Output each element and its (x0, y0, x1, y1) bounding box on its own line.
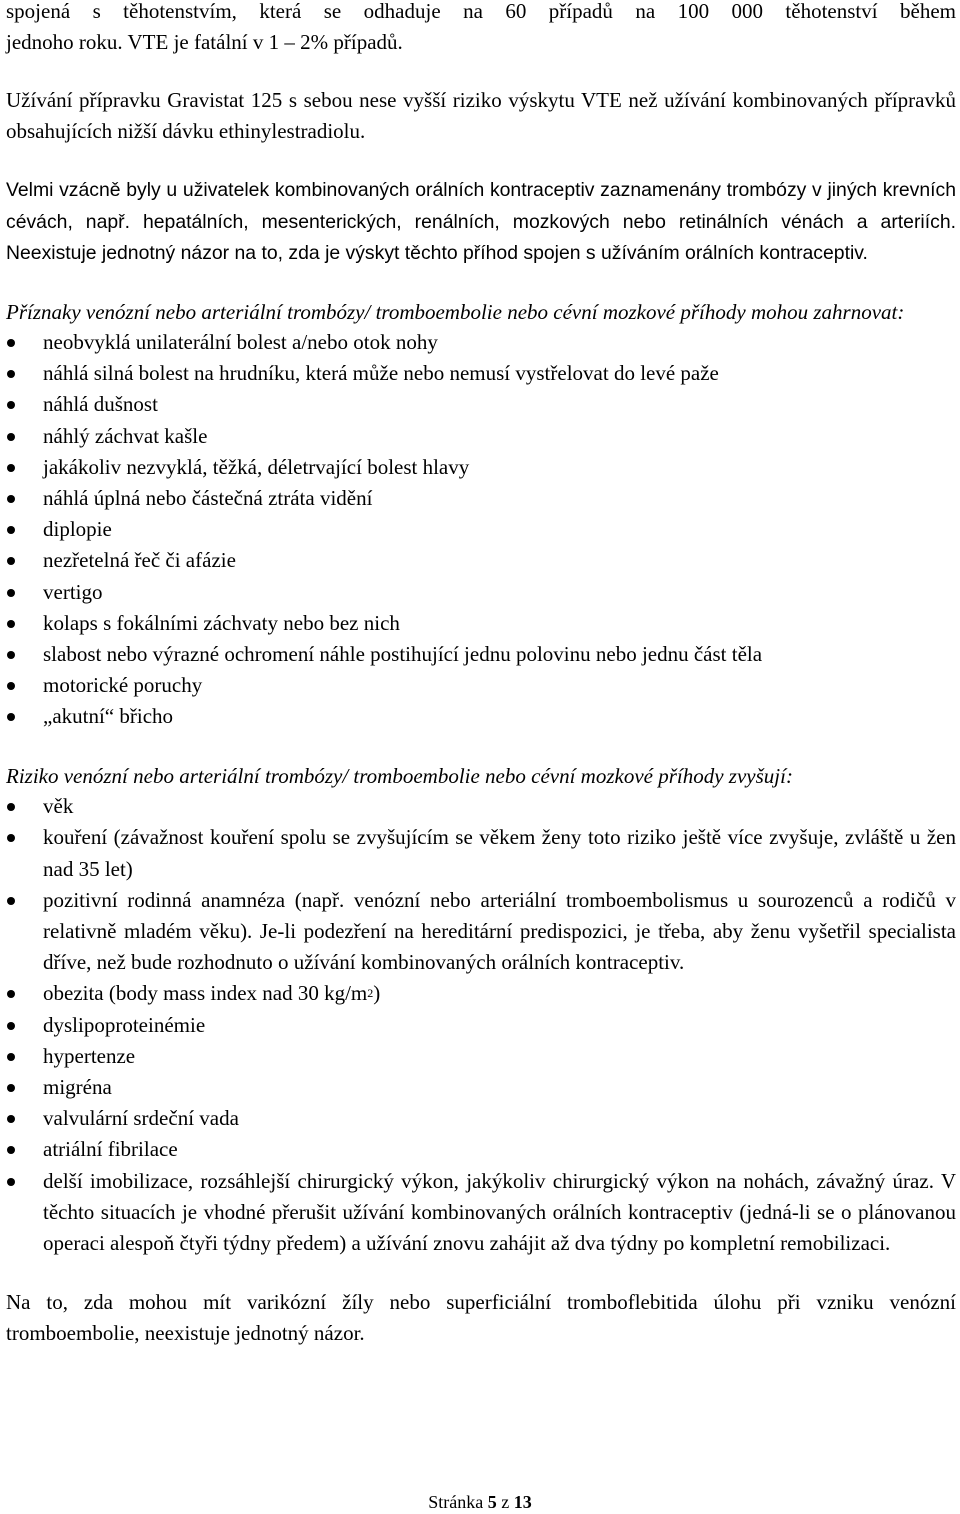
spacer (6, 733, 956, 761)
symptom-item: kolaps s fokálními záchvaty nebo bez nich (6, 608, 956, 639)
footer-separator: z (496, 1492, 514, 1512)
risk-factor-item: valvulární srdeční vada (6, 1103, 956, 1134)
risk-factor-item: delší imobilizace, rozsáhlejší chirurgický výkon, jakýkoliv chirurgický výkon na nohách, závažný úraz. V těchto situacích je vhodné přerušit užívání kombinovaných orálních kontraceptiv (jedná-li se o plánovanou operaci alespoň čtyři týdny předem) a užívání znovu zahájit až dva týdny po kompletní remobilizaci. (6, 1166, 956, 1260)
risk-factor-item: migréna (6, 1072, 956, 1103)
symptom-item: náhlá silná bolest na hrudníku, která může nebo nemusí vystřelovat do levé paže (6, 358, 956, 389)
rare-thrombosis-text-part-2: hepatálních, mesenterických, renálních, mozkových nebo retinálních vénách a arteriích. Neexistuje jednotný názor na to, zda je výskyt těchto příhod spojen s užíváním orálních kontraceptiv. (6, 210, 956, 264)
symptom-item: slabost nebo výrazné ochromení náhle postihující jednu polovinu nebo jednu část těla (6, 639, 956, 670)
symptom-item: neobvyklá unilaterální bolest a/nebo otok nohy (6, 327, 956, 358)
symptom-item: náhlý záchvat kašle (6, 421, 956, 452)
symptom-item: jakákoliv nezvyklá, těžká, déletrvající bolest hlavy (6, 452, 956, 483)
obesity-suffix: ) (373, 981, 381, 1006)
symptom-item: nezřetelná řeč či afázie (6, 545, 956, 576)
risk-factor-item: dyslipoproteinémie (6, 1010, 956, 1041)
symptom-item: „akutní“ břicho (6, 701, 956, 732)
footer-prefix: Stránka (428, 1492, 488, 1512)
document-page (6, 0, 956, 1348)
spacer (6, 269, 956, 297)
rare-thrombosis-text-part-1: Velmi vzácně byly u uživatelek kombinovaných orálních kontraceptiv zaznamenány trombózy v jiných krevních cévách, např. (6, 179, 956, 233)
obesity-text: obezita (body mass index nad 30 kg/m (43, 981, 368, 1006)
top-paragraph-line-2: jednoho roku. VTE je fatální v 1 – 2% případů. (6, 29, 403, 54)
symptom-item: náhlá dušnost (6, 389, 956, 420)
risk-factor-item: kouření (závažnost kouření spolu se zvyšujícím se věkem ženy toto riziko ještě více zvyšuje, zvláště u žen nad 35 let) (6, 822, 956, 884)
rare-thrombosis-paragraph (6, 174, 956, 269)
risk-factor-item (6, 978, 956, 1009)
risk-factors-list (6, 791, 956, 1259)
risk-factor-item: pozitivní rodinná anamnéza (např. venózní nebo arteriální tromboembolismus u sourozenců a rodičů v relativně mladém věku). Je-li podezření na hereditární predispozici, je třeba, aby ženu vyšetřil specialista dříve, než bude rozhodnuto o užívání kombinovaných orálních kontraceptiv. (6, 885, 956, 979)
symptoms-heading: Příznaky venózní nebo arteriální trombózy/ tromboembolie nebo cévní mozkové příhody mohou zahrnovat: (6, 299, 905, 324)
gravistat-paragraph: Užívání přípravku Gravistat 125 s sebou nese vyšší riziko výskytu VTE než užívání kombinovaných přípravků obsahujících nižší dávku ethinylestradiolu. (6, 88, 956, 143)
spacer (6, 1259, 956, 1287)
symptom-item: motorické poruchy (6, 670, 956, 701)
obesity-superscript: 2 (367, 986, 374, 1001)
spacer (6, 146, 956, 174)
page-footer (0, 1490, 960, 1514)
footer-total-pages: 13 (513, 1492, 532, 1512)
symptoms-list (6, 327, 956, 733)
risk-factor-item: věk (6, 791, 956, 822)
risk-factor-item: atriální fibrilace (6, 1134, 956, 1165)
top-paragraph-line-1: spojená s těhotenstvím, která se odhaduje na 60 případů na 100 000 těhotenství během (6, 0, 956, 23)
varicose-paragraph: Na to, zda mohou mít varikózní žíly nebo superficiální tromboflebitida úlohu při vzniku venózní tromboembolie, neexistuje jednotný názor. (6, 1290, 956, 1345)
symptom-item: náhlá úplná nebo částečná ztráta vidění (6, 483, 956, 514)
risk-factor-item: hypertenze (6, 1041, 956, 1072)
top-paragraph (6, 0, 956, 57)
footer-current-page: 5 (487, 1492, 497, 1512)
symptom-item: vertigo (6, 577, 956, 608)
spacer (6, 57, 956, 85)
risk-factors-heading: Riziko venózní nebo arteriální trombózy/ tromboembolie nebo cévní mozkové příhody zvyšují: (6, 763, 793, 788)
symptom-item: diplopie (6, 514, 956, 545)
